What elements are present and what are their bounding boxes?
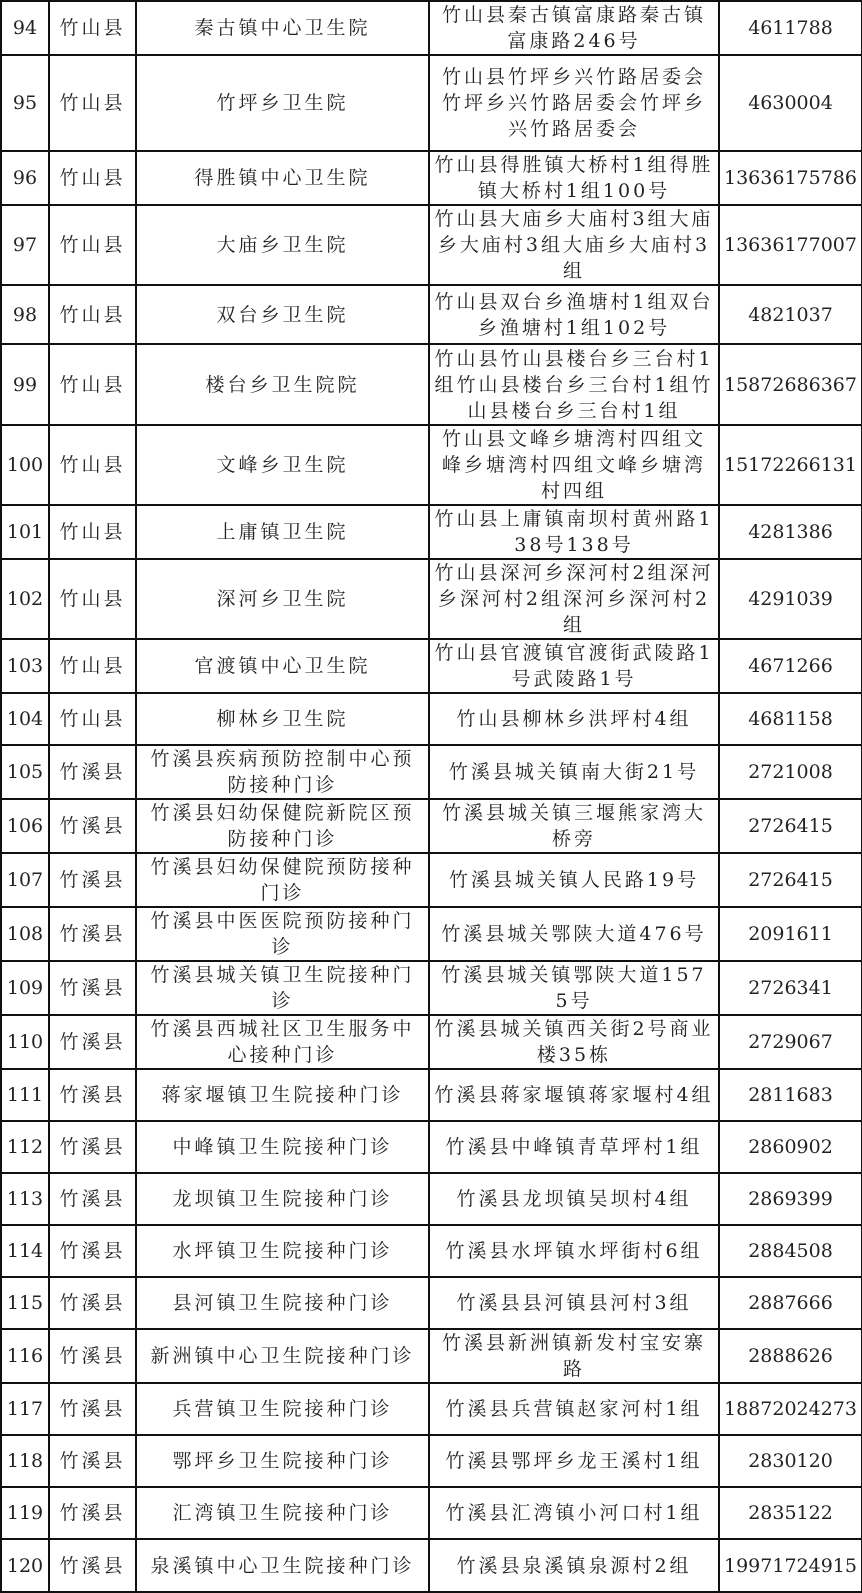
table-row [1, 1121, 862, 1173]
row-number: 113 [1, 1173, 49, 1225]
phone-cell: 4821037 [719, 285, 862, 344]
clinic-name-cell: 兵营镇卫生院接种门诊 [136, 1383, 429, 1435]
clinic-name-cell: 水坪镇卫生院接种门诊 [136, 1225, 429, 1277]
address-cell: 竹山县得胜镇大桥村1组得胜镇大桥村1组100号 [429, 151, 719, 205]
phone-cell: 2887666 [719, 1277, 862, 1329]
phone-cell: 4671266 [719, 639, 862, 693]
phone-cell: 2726415 [719, 853, 862, 907]
row-number: 117 [1, 1383, 49, 1435]
table-row [1, 1173, 862, 1225]
county-cell: 竹溪县 [49, 1383, 136, 1435]
clinic-name-cell: 双台乡卫生院 [136, 285, 429, 344]
phone-cell: 2811683 [719, 1069, 862, 1121]
address-cell: 竹山县上庸镇南坝村黄州路138号138号 [429, 505, 719, 559]
table-row [1, 1069, 862, 1121]
address-cell: 竹溪县城关镇人民路19号 [429, 853, 719, 907]
clinic-name-cell: 竹坪乡卫生院 [136, 55, 429, 151]
phone-cell: 2729067 [719, 1015, 862, 1069]
county-cell: 竹溪县 [49, 1329, 136, 1383]
table-row [1, 55, 862, 151]
row-number: 95 [1, 55, 49, 151]
phone-cell: 2830120 [719, 1435, 862, 1487]
county-cell: 竹溪县 [49, 961, 136, 1015]
county-cell: 竹山县 [49, 1, 136, 55]
row-number: 105 [1, 745, 49, 799]
row-number: 101 [1, 505, 49, 559]
clinic-name-cell: 泉溪镇中心卫生院接种门诊 [136, 1539, 429, 1592]
phone-cell: 4630004 [719, 55, 862, 151]
county-cell: 竹山县 [49, 639, 136, 693]
row-number: 116 [1, 1329, 49, 1383]
table-row [1, 799, 862, 853]
clinic-name-cell: 竹溪县妇幼保健院新院区预防接种门诊 [136, 799, 429, 853]
phone-cell: 18872024273 [719, 1383, 862, 1435]
address-cell: 竹溪县城关镇南大街21号 [429, 745, 719, 799]
table-row [1, 1225, 862, 1277]
address-cell: 竹山县文峰乡塘湾村四组文峰乡塘湾村四组文峰乡塘湾村四组 [429, 425, 719, 505]
row-number: 106 [1, 799, 49, 853]
clinic-name-cell: 竹溪县中医医院预防接种门诊 [136, 907, 429, 961]
table-row [1, 425, 862, 505]
clinic-name-cell: 楼台乡卫生院院 [136, 344, 429, 425]
address-cell: 竹溪县城关镇鄂陕大道1575号 [429, 961, 719, 1015]
clinic-name-cell: 柳林乡卫生院 [136, 693, 429, 745]
table-row [1, 853, 862, 907]
clinic-name-cell: 龙坝镇卫生院接种门诊 [136, 1173, 429, 1225]
address-cell: 竹溪县蒋家堰镇蒋家堰村4组 [429, 1069, 719, 1121]
county-cell: 竹溪县 [49, 1015, 136, 1069]
county-cell: 竹溪县 [49, 799, 136, 853]
clinic-name-cell: 竹溪县疾病预防控制中心预防接种门诊 [136, 745, 429, 799]
county-cell: 竹溪县 [49, 1277, 136, 1329]
phone-cell: 2726341 [719, 961, 862, 1015]
address-cell: 竹溪县龙坝镇吴坝村4组 [429, 1173, 719, 1225]
county-cell: 竹溪县 [49, 1487, 136, 1539]
address-cell: 竹溪县县河镇县河村3组 [429, 1277, 719, 1329]
table-row [1, 1435, 862, 1487]
clinic-name-cell: 大庙乡卫生院 [136, 205, 429, 285]
row-number: 111 [1, 1069, 49, 1121]
table-row [1, 1277, 862, 1329]
phone-cell: 2888626 [719, 1329, 862, 1383]
address-cell: 竹山县官渡镇官渡街武陵路1号武陵路1号 [429, 639, 719, 693]
phone-cell: 15172266131 [719, 425, 862, 505]
clinic-name-cell: 得胜镇中心卫生院 [136, 151, 429, 205]
clinic-name-cell: 上庸镇卫生院 [136, 505, 429, 559]
phone-cell: 15872686367 [719, 344, 862, 425]
phone-cell: 2091611 [719, 907, 862, 961]
phone-cell: 13636175786 [719, 151, 862, 205]
address-cell: 竹溪县鄂坪乡龙王溪村1组 [429, 1435, 719, 1487]
county-cell: 竹溪县 [49, 1225, 136, 1277]
phone-cell: 13636177007 [719, 205, 862, 285]
table-row [1, 1539, 862, 1592]
table-row [1, 961, 862, 1015]
county-cell: 竹溪县 [49, 1435, 136, 1487]
table-row [1, 344, 862, 425]
clinic-name-cell: 蒋家堰镇卫生院接种门诊 [136, 1069, 429, 1121]
row-number: 119 [1, 1487, 49, 1539]
clinic-name-cell: 新洲镇中心卫生院接种门诊 [136, 1329, 429, 1383]
address-cell: 竹溪县中峰镇青草坪村1组 [429, 1121, 719, 1173]
phone-cell: 4281386 [719, 505, 862, 559]
table-row [1, 151, 862, 205]
row-number: 99 [1, 344, 49, 425]
county-cell: 竹溪县 [49, 745, 136, 799]
row-number: 120 [1, 1539, 49, 1592]
county-cell: 竹溪县 [49, 1069, 136, 1121]
row-number: 112 [1, 1121, 49, 1173]
address-cell: 竹溪县新洲镇新发村宝安寨路 [429, 1329, 719, 1383]
county-cell: 竹山县 [49, 285, 136, 344]
clinic-name-cell: 秦古镇中心卫生院 [136, 1, 429, 55]
row-number: 108 [1, 907, 49, 961]
county-cell: 竹山县 [49, 205, 136, 285]
table-row [1, 745, 862, 799]
county-cell: 竹溪县 [49, 1121, 136, 1173]
table-row [1, 1015, 862, 1069]
row-number: 114 [1, 1225, 49, 1277]
table-row [1, 639, 862, 693]
county-cell: 竹溪县 [49, 853, 136, 907]
county-cell: 竹山县 [49, 505, 136, 559]
table-row [1, 907, 862, 961]
row-number: 104 [1, 693, 49, 745]
table-row [1, 693, 862, 745]
phone-cell: 2726415 [719, 799, 862, 853]
address-cell: 竹溪县城关镇西关街2号商业楼35栋 [429, 1015, 719, 1069]
address-cell: 竹溪县城关镇三堰熊家湾大桥旁 [429, 799, 719, 853]
county-cell: 竹山县 [49, 151, 136, 205]
table-row [1, 285, 862, 344]
county-cell: 竹溪县 [49, 907, 136, 961]
row-number: 98 [1, 285, 49, 344]
phone-cell: 2884508 [719, 1225, 862, 1277]
phone-cell: 4611788 [719, 1, 862, 55]
address-cell: 竹溪县城关鄂陕大道476号 [429, 907, 719, 961]
address-cell: 竹溪县汇湾镇小河口村1组 [429, 1487, 719, 1539]
address-cell: 竹溪县兵营镇赵家河村1组 [429, 1383, 719, 1435]
phone-cell: 4291039 [719, 559, 862, 639]
address-cell: 竹山县竹山县楼台乡三台村1组竹山县楼台乡三台村1组竹山县楼台乡三台村1组 [429, 344, 719, 425]
row-number: 94 [1, 1, 49, 55]
address-cell: 竹山县大庙乡大庙村3组大庙乡大庙村3组大庙乡大庙村3组 [429, 205, 719, 285]
clinic-name-cell: 竹溪县城关镇卫生院接种门诊 [136, 961, 429, 1015]
county-cell: 竹溪县 [49, 1173, 136, 1225]
address-cell: 竹溪县泉溪镇泉源村2组 [429, 1539, 719, 1592]
clinic-name-cell: 竹溪县妇幼保健院预防接种门诊 [136, 853, 429, 907]
address-cell: 竹山县深河乡深河村2组深河乡深河村2组深河乡深河村2组 [429, 559, 719, 639]
clinic-name-cell: 鄂坪乡卫生院接种门诊 [136, 1435, 429, 1487]
address-cell: 竹山县柳林乡洪坪村4组 [429, 693, 719, 745]
county-cell: 竹山县 [49, 425, 136, 505]
clinic-name-cell: 县河镇卫生院接种门诊 [136, 1277, 429, 1329]
row-number: 110 [1, 1015, 49, 1069]
phone-cell: 2860902 [719, 1121, 862, 1173]
phone-cell: 2721008 [719, 745, 862, 799]
row-number: 115 [1, 1277, 49, 1329]
address-cell: 竹溪县水坪镇水坪街村6组 [429, 1225, 719, 1277]
phone-cell: 4681158 [719, 693, 862, 745]
address-cell: 竹山县双台乡渔塘村1组双台乡渔塘村1组102号 [429, 285, 719, 344]
clinic-name-cell: 汇湾镇卫生院接种门诊 [136, 1487, 429, 1539]
row-number: 107 [1, 853, 49, 907]
row-number: 109 [1, 961, 49, 1015]
table-row [1, 505, 862, 559]
table-row [1, 1, 862, 55]
address-cell: 竹山县秦古镇富康路秦古镇富康路246号 [429, 1, 719, 55]
row-number: 97 [1, 205, 49, 285]
row-number: 102 [1, 559, 49, 639]
row-number: 100 [1, 425, 49, 505]
phone-cell: 19971724915 [719, 1539, 862, 1592]
clinic-name-cell: 竹溪县西城社区卫生服务中心接种门诊 [136, 1015, 429, 1069]
phone-cell: 2835122 [719, 1487, 862, 1539]
table-row [1, 1487, 862, 1539]
table-body [1, 1, 862, 1592]
county-cell: 竹山县 [49, 55, 136, 151]
clinic-name-cell: 文峰乡卫生院 [136, 425, 429, 505]
row-number: 118 [1, 1435, 49, 1487]
county-cell: 竹山县 [49, 693, 136, 745]
county-cell: 竹山县 [49, 559, 136, 639]
row-number: 96 [1, 151, 49, 205]
county-cell: 竹溪县 [49, 1539, 136, 1592]
phone-cell: 2869399 [719, 1173, 862, 1225]
table-row [1, 205, 862, 285]
row-number: 103 [1, 639, 49, 693]
table-row [1, 559, 862, 639]
table-row [1, 1329, 862, 1383]
clinic-name-cell: 深河乡卫生院 [136, 559, 429, 639]
county-cell: 竹山县 [49, 344, 136, 425]
address-cell: 竹山县竹坪乡兴竹路居委会竹坪乡兴竹路居委会竹坪乡兴竹路居委会 [429, 55, 719, 151]
clinic-name-cell: 中峰镇卫生院接种门诊 [136, 1121, 429, 1173]
clinic-name-cell: 官渡镇中心卫生院 [136, 639, 429, 693]
table-row [1, 1383, 862, 1435]
